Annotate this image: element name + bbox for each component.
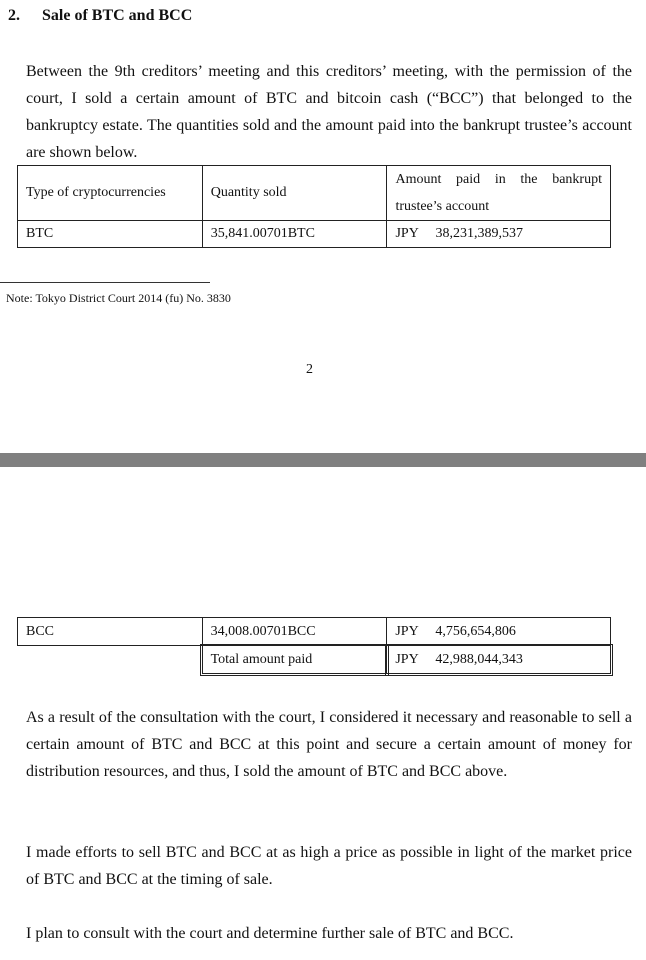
header-quantity: Quantity sold [202, 166, 387, 221]
table-row [18, 618, 611, 646]
footnote-rule [0, 282, 210, 283]
page-number: 2 [306, 362, 313, 377]
row-amount [387, 221, 611, 248]
total-empty-cell [18, 646, 203, 674]
section-title: Sale of BTC and BCC [42, 7, 193, 24]
row-type: BCC [18, 618, 203, 646]
footnote: Note: Tokyo District Court 2014 (fu) No. 3830 [6, 291, 231, 305]
paragraph-efforts: I made efforts to sell BTC and BCC at as high a price as possible in light of the market price of BTC and BCC at the timing of sale. [26, 844, 632, 888]
row-amount-value: 38,231,389,537 [435, 226, 523, 241]
header-amount-line2: trustee’s account [395, 199, 490, 214]
paragraph-plan: I plan to consult with the court and determine further sale of BTC and BCC. [26, 925, 514, 942]
row-amount-value: 4,756,654,806 [435, 623, 516, 639]
table-header-row [18, 166, 611, 221]
section-number: 2. [8, 7, 20, 24]
section-heading [8, 7, 192, 25]
row-amount [387, 618, 611, 646]
sales-table-continued [17, 617, 611, 674]
header-amount [387, 166, 611, 221]
total-label: Total amount paid [202, 646, 387, 674]
page-break-divider [0, 453, 646, 467]
intro-paragraph: Between the 9th creditors’ meeting and this creditors’ meeting, with the permission of the court, I sold a certain amount of BTC and bitcoin cash (“BCC”) that belonged to the bankruptcy estate. The quantities sold and the amount paid into the bankrupt trustee’s account are shown below. [26, 63, 632, 161]
row-quantity: 35,841.00701BTC [202, 221, 387, 248]
total-currency: JPY [395, 651, 419, 667]
row-type: BTC [18, 221, 203, 248]
paragraph-consultation: As a result of the consultation with the court, I considered it necessary and reasonable to sell a certain amount of BTC and BCC at this point and secure a certain amount of money for distribution resources, and thus, I sold the amount of BTC and BCC above. [26, 709, 632, 780]
row-quantity: 34,008.00701BCC [202, 618, 387, 646]
row-currency: JPY [395, 226, 419, 241]
row-currency: JPY [395, 623, 419, 639]
header-type: Type of cryptocurrencies [18, 166, 203, 221]
table-total-row [18, 646, 611, 674]
total-amount [387, 646, 611, 674]
total-amount-value: 42,988,044,343 [435, 651, 523, 667]
table-row [18, 221, 611, 248]
header-amount-line1: Amount paid in the bankrupt [395, 172, 602, 187]
sales-table [17, 165, 611, 248]
